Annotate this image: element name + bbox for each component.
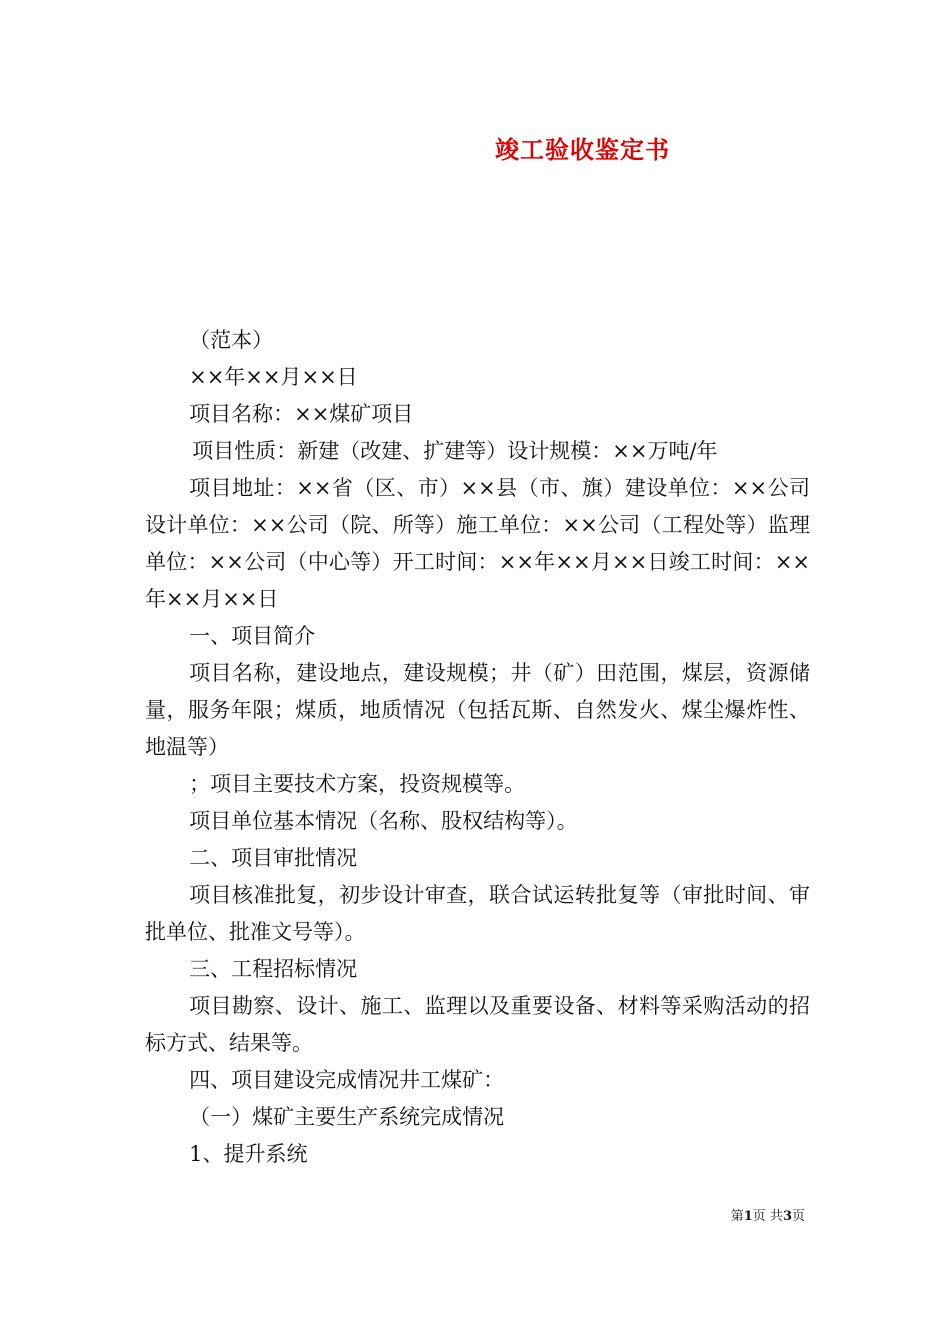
paragraph-project-nature: 项目性质：新建（改建、扩建等）设计规模：××万吨/年 (192, 439, 718, 463)
section-heading-4: 四、项目建设完成情况井工煤矿： (189, 1068, 505, 1092)
paragraph-project-name: 项目名称：××煤矿项目 (189, 402, 414, 426)
paragraph-approval: 项目核准批复，初步设计审查，联合试运转批复等（审批时间、审批单位、批准文号等）。 (145, 883, 810, 944)
footer-total-pages: 3 (782, 1209, 792, 1224)
section-heading-2: 二、项目审批情况 (189, 846, 358, 870)
paragraph-bidding: 项目勘察、设计、施工、监理以及重要设备、材料等采购活动的招标方式、结果等。 (145, 994, 810, 1055)
paragraph-project-intro: 项目名称，建设地点，建设规模；井（矿）田范围，煤层，资源储量，服务年限；煤质，地质情况（包括瓦斯、自然发火、煤尘爆炸性、地温等） (145, 661, 810, 759)
footer-middle: 页 共 (752, 1209, 783, 1224)
paragraph-template-note: （范本） (189, 328, 274, 352)
section-heading-1: 一、项目简介 (189, 624, 316, 648)
paragraph-date: ××年××月××日 (189, 365, 358, 389)
footer-prefix: 第 (730, 1209, 744, 1224)
section-heading-3: 三、工程招标情况 (189, 957, 358, 981)
page-footer (731, 1205, 805, 1224)
item-heading-1: 1、提升系统 (189, 1142, 308, 1166)
document-title: 竣工验收鉴定书 (495, 135, 670, 164)
paragraph-unit-info: 项目单位基本情况（名称、股权结构等）。 (189, 809, 578, 833)
footer-suffix: 页 (791, 1209, 805, 1224)
footer-page-number: 1 (743, 1209, 753, 1224)
subsection-heading-1: （一）煤矿主要生产系统完成情况 (189, 1105, 505, 1129)
document-body (145, 322, 810, 1173)
paragraph-project-address: 项目地址：××省（区、市）××县（市、旗）建设单位：××公司设计单位：××公司（院、所等）施工单位：××公司（工程处等）监理单位：××公司（中心等）开工时间：××年××月××日竣工时间：××年××月××日 (145, 476, 810, 611)
paragraph-tech-plan: ；项目主要技术方案，投资规模等。 (189, 772, 526, 796)
